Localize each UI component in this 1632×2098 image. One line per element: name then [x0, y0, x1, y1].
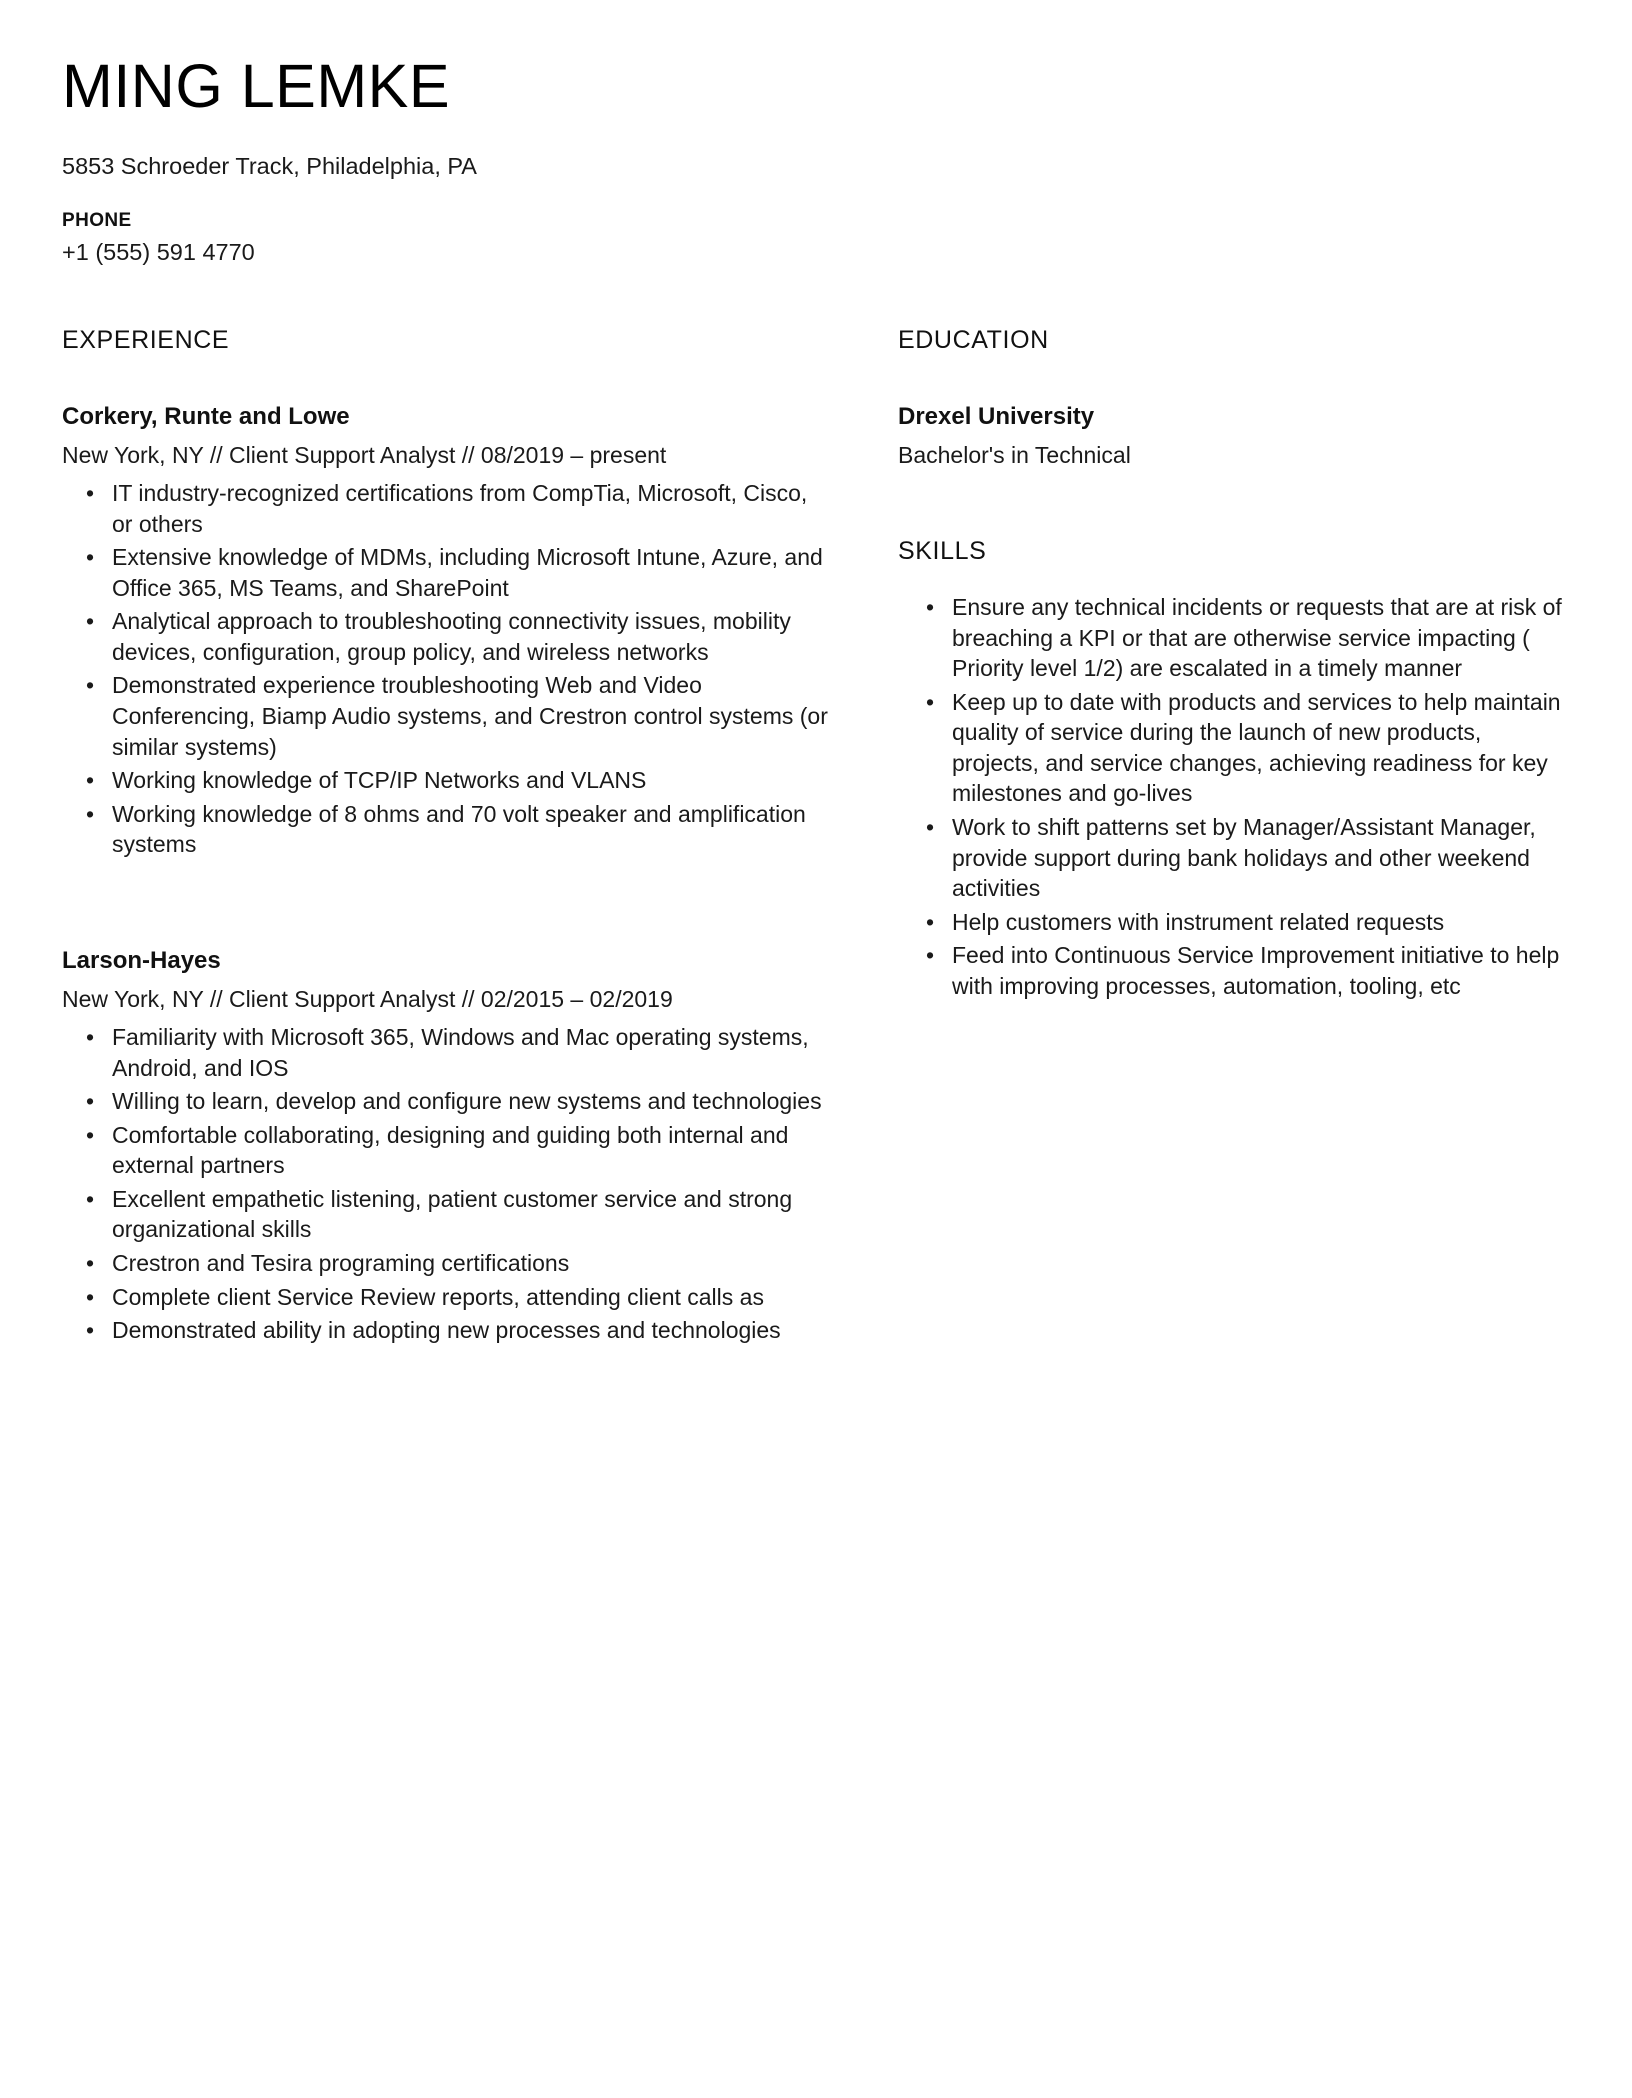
skills-section	[896, 537, 1572, 1002]
skills-bullet-list	[896, 592, 1572, 1002]
phone-label: PHONE	[62, 210, 132, 231]
employment-meta: New York, NY // Client Support Analyst // 08/2019 – present	[62, 442, 667, 468]
list-item: • Feed into Continuous Service Improvement initiative to help with improving processes, automation, tooling, etc	[952, 940, 1572, 1001]
experience-bullet-list	[60, 478, 830, 860]
education-skills-column	[850, 326, 1572, 1005]
education-entry	[896, 403, 1572, 469]
school-name: Drexel University	[898, 403, 1095, 430]
list-item: • Analytical approach to troubleshooting connectivity issues, mobility devices, configuration, group policy, and wireless networks	[112, 606, 830, 667]
experience-bullet-list	[60, 1022, 830, 1346]
experience-entry	[60, 947, 830, 1346]
list-item: • Complete client Service Review reports, attending client calls as	[112, 1282, 830, 1313]
employment-meta: New York, NY // Client Support Analyst // 02/2015 – 02/2019	[62, 985, 673, 1012]
list-item: • Working knowledge of 8 ohms and 70 volt speaker and amplification systems	[112, 799, 830, 860]
candidate-name: MING LEMKE	[62, 52, 451, 120]
list-item: • Keep up to date with products and services to help maintain quality of service during the launch of new products, projects, and service changes, achieving readiness for key milestones and go-lives	[952, 687, 1572, 809]
list-item: • IT industry-recognized certifications from CompTia, Microsoft, Cisco, or others	[112, 478, 830, 539]
section-title-education: EDUCATION	[898, 326, 1049, 354]
phone-value: +1 (555) 591 4770	[62, 239, 255, 265]
list-item: • Help customers with instrument related requests	[952, 907, 1572, 938]
resume-header	[60, 52, 1572, 266]
resume-body-columns	[60, 326, 1572, 1349]
candidate-address: 5853 Schroeder Track, Philadelphia, PA	[62, 153, 477, 179]
section-title-experience: EXPERIENCE	[62, 326, 230, 354]
degree-meta: Bachelor's in Technical	[898, 442, 1131, 468]
list-item: • Familiarity with Microsoft 365, Windows and Mac operating systems, Android, and IOS	[112, 1022, 830, 1083]
list-item: • Demonstrated experience troubleshooting Web and Video Conferencing, Biamp Audio systems, and Crestron control systems (or similar systems)	[112, 670, 830, 762]
experience-column	[60, 326, 850, 1349]
entry-spacer	[60, 863, 830, 899]
employer-name: Larson-Hayes	[62, 946, 221, 974]
list-item: • Working knowledge of TCP/IP Networks and VLANS	[112, 765, 830, 796]
list-item: • Excellent empathetic listening, patient customer service and strong organizational skills	[112, 1184, 830, 1245]
list-item: • Willing to learn, develop and configure new systems and technologies	[112, 1086, 830, 1117]
experience-entry	[60, 403, 830, 860]
section-title-skills: SKILLS	[898, 537, 987, 565]
list-item: • Ensure any technical incidents or requests that are at risk of breaching a KPI or that are otherwise service impacting ( Priority level 1/2) are escalated in a timely manner	[952, 592, 1572, 684]
list-item: • Demonstrated ability in adopting new processes and technologies	[112, 1315, 830, 1346]
list-item: • Extensive knowledge of MDMs, including Microsoft Intune, Azure, and Office 365, MS Teams, and SharePoint	[112, 542, 830, 603]
list-item: • Work to shift patterns set by Manager/Assistant Manager, provide support during bank holidays and other weekend activities	[952, 812, 1572, 904]
list-item: • Crestron and Tesira programing certifications	[112, 1248, 830, 1279]
employer-name: Corkery, Runte and Lowe	[62, 403, 350, 430]
list-item: • Comfortable collaborating, designing and guiding both internal and external partners	[112, 1120, 830, 1181]
phone-block	[62, 210, 1572, 266]
